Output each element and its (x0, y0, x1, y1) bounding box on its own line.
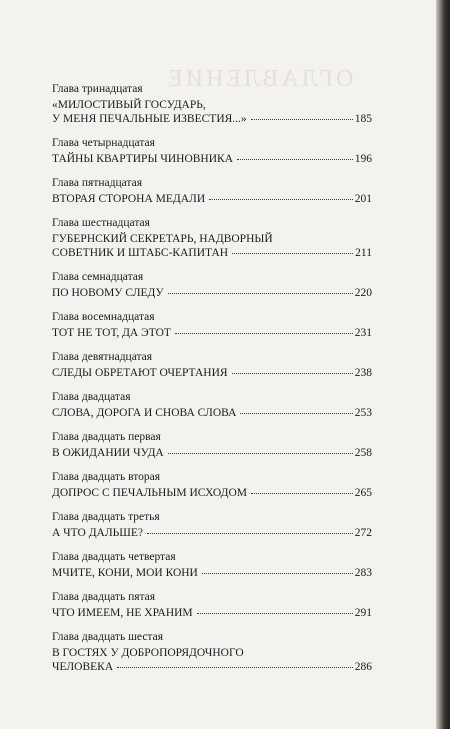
chapter-title: А ЧТО ДАЛЬШЕ? (52, 527, 143, 539)
dot-leader (197, 613, 353, 614)
toc-entry (52, 176, 372, 216)
dot-leader (237, 159, 353, 160)
show-through-text: ОГЛАВЛЕНИЕ (165, 66, 354, 92)
page-number: 258 (354, 447, 372, 459)
toc-entry (52, 310, 372, 350)
chapter-title: СЛЕДЫ ОБРЕТАЮТ ОЧЕРТАНИЯ (52, 367, 228, 379)
chapter-number: Глава двадцать третья (52, 511, 160, 523)
chapter-title: ДОПРОС С ПЕЧАЛЬНЫМ ИСХОДОМ (52, 487, 247, 499)
dot-leader (209, 199, 353, 200)
chapter-number: Глава двадцать четвертая (52, 551, 176, 563)
chapter-title-line (52, 232, 372, 246)
dot-leader (251, 119, 353, 120)
page-number: 283 (354, 567, 372, 579)
chapter-title-line (52, 246, 372, 260)
table-of-contents (52, 82, 372, 684)
chapter-title-line (52, 446, 372, 460)
chapter-title-line (52, 112, 372, 126)
page-number: 220 (354, 287, 372, 299)
chapter-title: ПО НОВОМУ СЛЕДУ (52, 287, 164, 299)
toc-entry (52, 270, 372, 310)
dot-leader (202, 573, 353, 574)
toc-entry (52, 550, 372, 590)
page-number: 201 (354, 193, 372, 205)
page-number: 211 (355, 247, 372, 259)
dot-leader (251, 493, 353, 494)
book-spine (436, 0, 450, 729)
dot-leader (168, 453, 353, 454)
toc-entry (52, 136, 372, 176)
chapter-title-line (52, 98, 372, 112)
dot-leader (175, 333, 353, 334)
dot-leader (232, 253, 353, 254)
toc-entry (52, 390, 372, 430)
chapter-title: У МЕНЯ ПЕЧАЛЬНЫЕ ИЗВЕСТИЯ...» (52, 113, 247, 125)
chapter-title-line (52, 366, 372, 380)
chapter-number: Глава семнадцатая (52, 271, 144, 283)
toc-entry (52, 216, 372, 270)
chapter-number: Глава двадцать вторая (52, 471, 160, 483)
chapter-number: Глава шестнадцатая (52, 217, 150, 229)
chapter-number: Глава пятнадцатая (52, 177, 142, 189)
chapter-title: «МИЛОСТИВЫЙ ГОСУДАРЬ, (52, 99, 206, 111)
chapter-title-line (52, 606, 372, 620)
page-number: 196 (354, 153, 372, 165)
chapter-title-line (52, 646, 372, 660)
chapter-title: ТОТ НЕ ТОТ, ДА ЭТОТ (52, 327, 171, 339)
page-number: 286 (354, 661, 372, 673)
dot-leader (232, 373, 353, 374)
chapter-title: В ГОСТЯХ У ДОБРОПОРЯДОЧНОГО (52, 647, 244, 659)
chapter-number: Глава девятнадцатая (52, 351, 153, 363)
dot-leader (168, 293, 353, 294)
chapter-title-line (52, 152, 372, 166)
toc-entry (52, 630, 372, 684)
chapter-title: В ОЖИДАНИИ ЧУДА (52, 447, 164, 459)
page-number: 185 (354, 113, 372, 125)
toc-entry (52, 350, 372, 390)
chapter-title-line (52, 486, 372, 500)
chapter-title-line (52, 406, 372, 420)
dot-leader (147, 533, 353, 534)
chapter-title: ВТОРАЯ СТОРОНА МЕДАЛИ (52, 193, 206, 205)
page-number: 238 (354, 367, 372, 379)
dot-leader (117, 667, 353, 668)
chapter-title: ЧТО ИМЕЕМ, НЕ ХРАНИМ (52, 607, 193, 619)
dot-leader (240, 413, 352, 414)
chapter-title: ГУБЕРНСКИЙ СЕКРЕТАРЬ, НАДВОРНЫЙ (52, 233, 273, 245)
toc-entry (52, 470, 372, 510)
chapter-number: Глава двадцать первая (52, 431, 161, 443)
chapter-number: Глава двадцатая (52, 391, 131, 403)
chapter-number: Глава тринадцатая (52, 83, 143, 95)
chapter-title: СЛОВА, ДОРОГА И СНОВА СЛОВА (52, 407, 237, 419)
chapter-title: ТАЙНЫ КВАРТИРЫ ЧИНОВНИКА (52, 153, 234, 165)
chapter-number: Глава восемнадцатая (52, 311, 155, 323)
toc-entry (52, 590, 372, 630)
chapter-title-line (52, 326, 372, 340)
toc-entry (52, 430, 372, 470)
chapter-title-line (52, 566, 372, 580)
page-number: 231 (354, 327, 372, 339)
page-number: 291 (354, 607, 372, 619)
chapter-title-line (52, 660, 372, 674)
page-number: 265 (354, 487, 372, 499)
chapter-number: Глава двадцать шестая (52, 631, 163, 643)
chapter-number: Глава двадцать пятая (52, 591, 156, 603)
page-number: 253 (354, 407, 372, 419)
toc-entry (52, 510, 372, 550)
chapter-title-line (52, 286, 372, 300)
chapter-number: Глава четырнадцатая (52, 137, 155, 149)
toc-entry (52, 82, 372, 136)
chapter-title: СОВЕТНИК И ШТАБС-КАПИТАН (52, 247, 229, 259)
chapter-title-line (52, 192, 372, 206)
chapter-title: ЧЕЛОВЕКА (52, 661, 114, 673)
chapter-title-line (52, 526, 372, 540)
chapter-title: МЧИТЕ, КОНИ, МОИ КОНИ (52, 567, 198, 579)
page-number: 272 (354, 527, 372, 539)
